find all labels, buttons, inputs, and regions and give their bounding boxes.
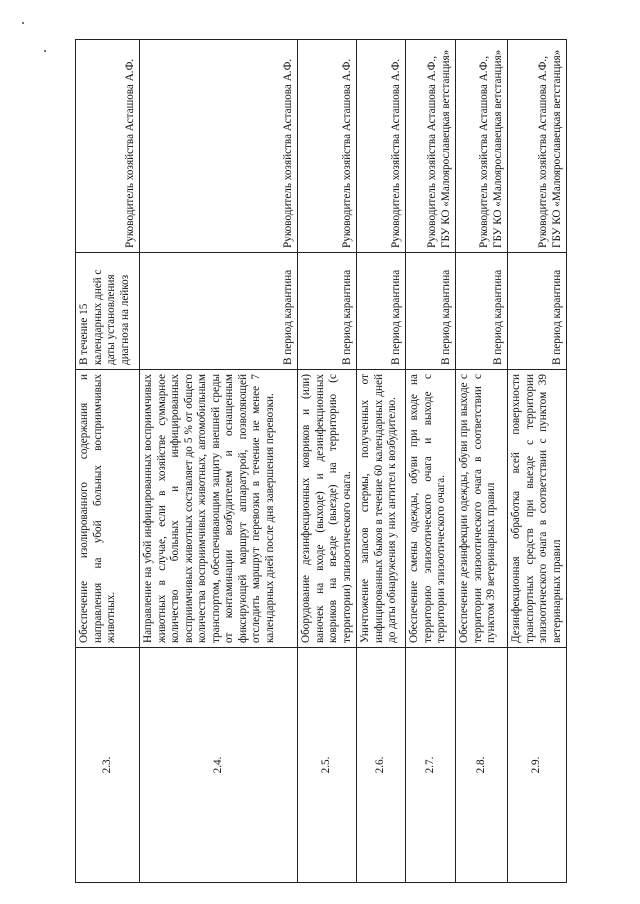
row-number: 2.3. [76,648,140,883]
row-number: 2.6. [357,648,406,883]
measures-table [75,39,567,883]
row-number: 2.9. [508,648,567,883]
row-number: 2.7. [406,648,456,883]
row-action: Направление на убой инфицированных восприимчивых животных в случае, если в хозяйстве суммарное количество больных и инфицированных восприимчивых животных составляет до 5 % от общего количества восприимчивых животных, автомобильным транспортом, обеспечивающим защиту внешней среды от контаминации возбудителем и оснащенным фиксирующей маршрут аппаратурой, позволяющей отследить маршрут перевозки в течение не менее 7 календарных дней после дня завершения перевозки. [140,370,298,648]
row-number: 2.8. [456,648,508,883]
row-term: В период карантина [508,253,567,370]
table-row [456,40,508,883]
row-term: В течение 15 календарных дней с даты установления диагноза на лейкоз [76,253,140,370]
table-row [357,40,406,883]
row-action: Уничтожение запасов спермы, полученных от инфицированных быков в течение 60 календарных дней до даты обнаружения у них антител к возбудителю. [357,370,406,648]
row-action: Обеспечение дезинфекции одежды, обуви при выходе с территории эпизоотического очага в соответствии с пунктом 39 ветеринарных правил [456,370,508,648]
scan-speck [22,22,24,24]
row-term: В период карантина [456,253,508,370]
row-responsible: Руководитель хозяйства Асташова А.Ф. [357,40,406,253]
row-responsible: Руководитель хозяйства Асташова А.Ф., ГБУ КО «Малоярославецкая ветстанция» [456,40,508,253]
row-responsible: Руководитель хозяйства Асташова А.Ф., ГБУ КО «Малоярославецкая ветстанция» [406,40,456,253]
row-responsible: Руководитель хозяйства Асташова А.Ф. [298,40,357,253]
row-action: Дезинфекционная обработка всей поверхности транспортных средств при выезде с территории эпизоотического очага в соответствии с пунктом 39 ветеринарных правил [508,370,567,648]
row-term: В период карантина [140,253,298,370]
rotated-page [75,40,561,883]
row-responsible: Руководитель хозяйства Асташова А.Ф. [76,40,140,253]
row-term: В период карантина [406,253,456,370]
row-term: В период карантина [298,253,357,370]
row-action: Обеспечение изолированного содержания и направления на убой больных восприимчивых животных. [76,370,140,648]
scan-speck [44,50,46,52]
table-row [76,40,140,883]
table-row [140,40,298,883]
row-number: 2.5. [298,648,357,883]
row-number: 2.4. [140,648,298,883]
table-row [298,40,357,883]
table-row [508,40,567,883]
row-responsible: Руководитель хозяйства Асташова А.Ф., ГБУ КО «Малоярославецкая ветстанция» [508,40,567,253]
row-action: Оборудование дезинфекционных ковриков и (или) ваночек на входе (выходе) и дезинфекционных ковриков на въезде (выезде) на территорию (с территории) эпизоотического очага. [298,370,357,648]
row-action: Обеспечение смены одежды, обуви при входе на территорию эпизоотического очага и выходе с территории эпизоотического очага. [406,370,456,648]
row-responsible: Руководитель хозяйства Асташова А.Ф. [140,40,298,253]
table-row [406,40,456,883]
row-term: В период карантина [357,253,406,370]
